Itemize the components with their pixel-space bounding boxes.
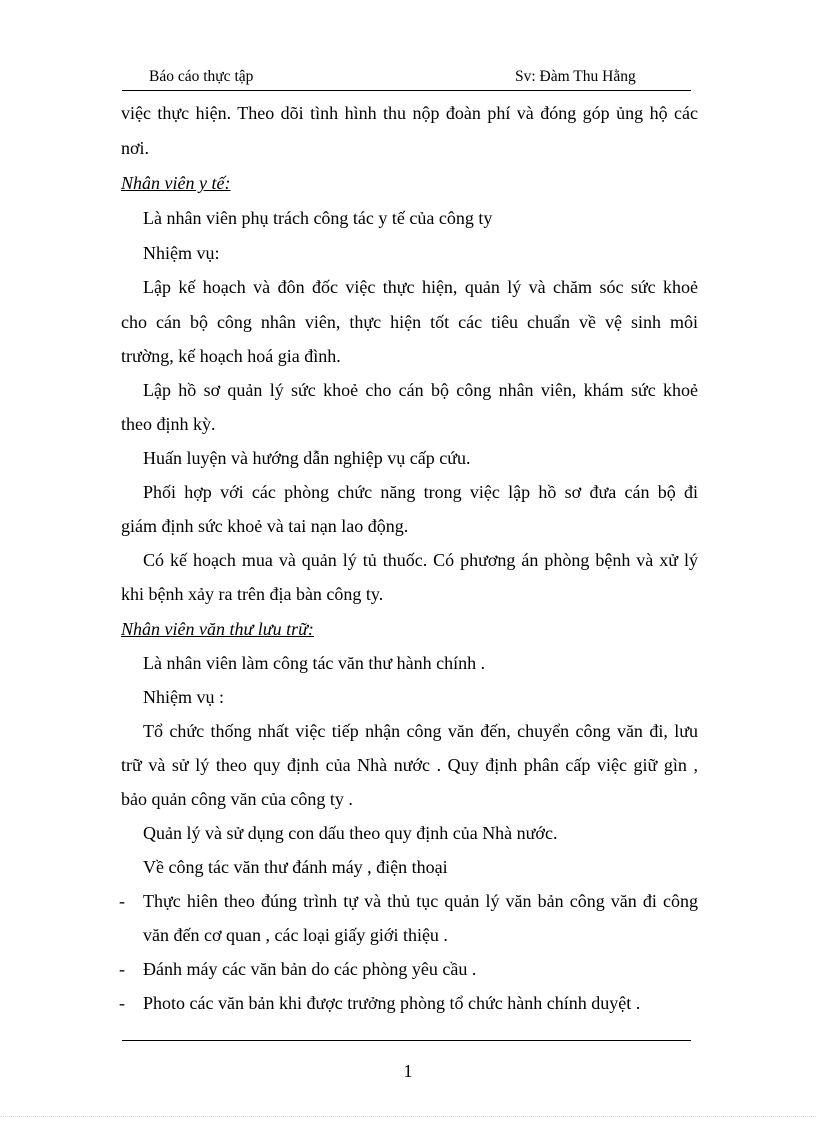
bullet-text: Thực hiên theo đúng trình tự và thủ tục quản lý văn bản công văn đi công: [143, 891, 698, 911]
section-heading-medical-staff: Nhân viên y tế:: [121, 173, 231, 193]
paragraph-line: Phối hợp với các phòng chức năng trong việc lập hồ sơ đưa cán bộ đi: [143, 482, 698, 502]
paragraph-line: việc thực hiện. Theo dõi tình hình thu nộp đoàn phí và đóng góp ủng hộ các: [121, 103, 698, 123]
paragraph-line: giám định sức khoẻ và tai nạn lao động.: [121, 516, 409, 536]
paragraph-line: Huấn luyện và hướng dẫn nghiệp vụ cấp cứu.: [143, 448, 471, 468]
page-edge: [0, 1116, 816, 1117]
bullet-dash: -: [119, 891, 125, 911]
paragraph-line: Lập kế hoạch và đôn đốc việc thực hiện, quản lý và chăm sóc sức khoẻ: [143, 277, 698, 297]
paragraph-line: theo định kỳ.: [121, 414, 216, 434]
header-report-title: Báo cáo thực tập: [149, 68, 254, 85]
paragraph-line: Về công tác văn thư đánh máy , điện thoại: [143, 857, 448, 877]
paragraph-line: Có kế hoạch mua và quản lý tủ thuốc. Có phương án phòng bệnh và xử lý: [143, 550, 698, 570]
paragraph-line: văn đến cơ quan , các loại giấy giới thiệu .: [143, 925, 448, 945]
paragraph-line: Là nhân viên làm công tác văn thư hành chính .: [143, 653, 486, 673]
paragraph-line: Nhiệm vụ:: [143, 243, 220, 263]
paragraph-line: cho cán bộ công nhân viên, thực hiện tốt các tiêu chuẩn về vệ sinh môi: [121, 312, 698, 332]
paragraph-line: trường, kế hoạch hoá gia đình.: [121, 346, 341, 366]
paragraph-line: Lập hồ sơ quản lý sức khoẻ cho cán bộ công nhân viên, khám sức khoẻ: [143, 380, 698, 400]
bullet-text: Đánh máy các văn bản do các phòng yêu cầu .: [143, 959, 477, 979]
section-heading-clerical-staff: Nhân viên văn thư lưu trữ:: [121, 619, 314, 639]
paragraph-line: Tổ chức thống nhất việc tiếp nhận công văn đến, chuyển công văn đi, lưu: [143, 721, 698, 741]
header-student-name: Sv: Đàm Thu Hằng: [515, 68, 636, 85]
bullet-dash: -: [119, 959, 125, 979]
paragraph-line: khi bệnh xảy ra trên địa bàn công ty.: [121, 584, 384, 604]
paragraph-line: trữ và sử lý theo quy định của Nhà nước . Quy định phân cấp việc giữ gìn ,: [121, 755, 698, 775]
bullet-dash: -: [119, 993, 125, 1013]
page-header: [122, 62, 691, 91]
paragraph-line: nơi.: [121, 138, 150, 158]
paragraph-line: Quản lý và sử dụng con dấu theo quy định của Nhà nước.: [143, 823, 558, 843]
bullet-text: Photo các văn bản khi được trưởng phòng tổ chức hành chính duyệt .: [143, 993, 641, 1013]
paragraph-line: Nhiệm vụ :: [143, 687, 224, 707]
page-number: 1: [403, 1061, 413, 1081]
paragraph-line: bảo quản công văn của công ty .: [121, 789, 353, 809]
paragraph-line: Là nhân viên phụ trách công tác y tế của công ty: [143, 208, 493, 228]
footer-rule: [122, 1040, 691, 1041]
